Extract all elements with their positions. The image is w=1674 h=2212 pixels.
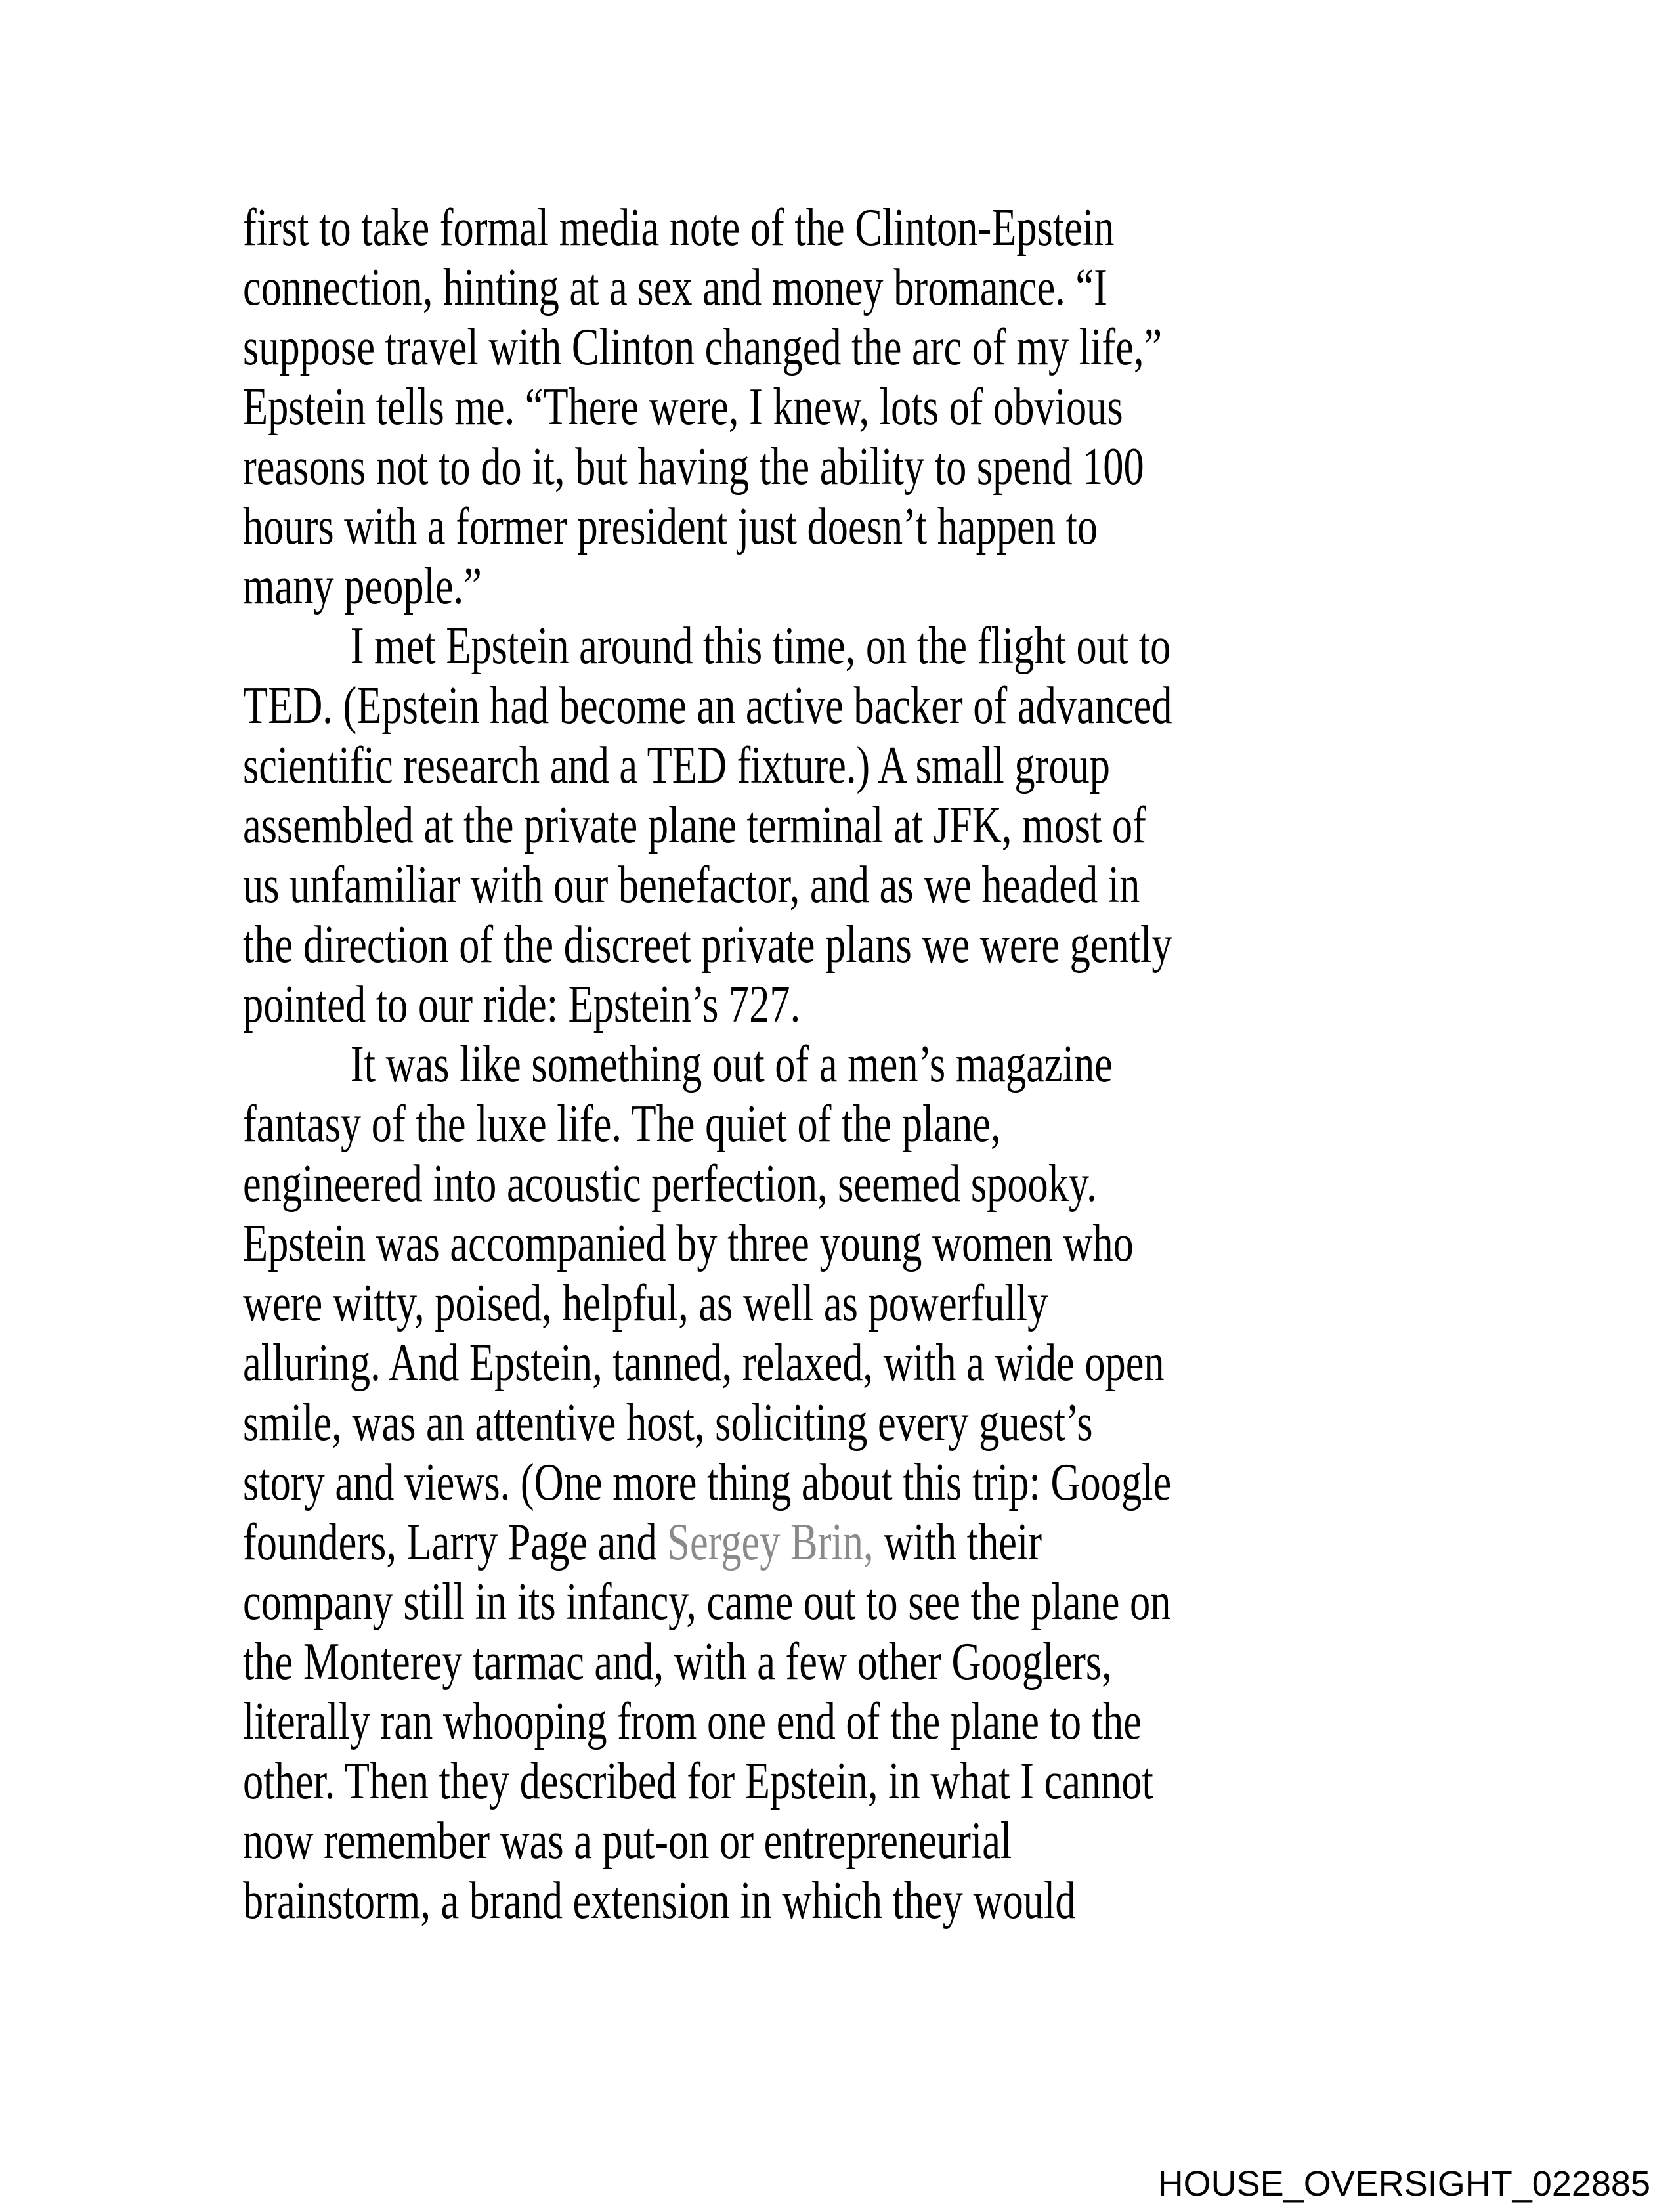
text-segment: connection, hinting at a sex and money bromance. “I: [243, 259, 1107, 316]
text-segment: Epstein was accompanied by three young women who: [243, 1215, 1134, 1272]
text-line: [243, 557, 1472, 617]
text-segment: I met Epstein around this time, on the flight out to: [350, 617, 1171, 675]
text-line: [243, 1274, 1472, 1334]
body-text: [243, 198, 1472, 1931]
text-line: [243, 1334, 1472, 1393]
text-line: [243, 736, 1472, 796]
text-line: [243, 1632, 1472, 1692]
text-line: [243, 1752, 1472, 1811]
text-line: [243, 1393, 1472, 1453]
text-segment: Epstein tells me. “There were, I knew, lots of obvious: [243, 378, 1123, 436]
muted-hyperlink-text: Sergey Brin,: [667, 1513, 874, 1571]
text-line: [243, 1811, 1472, 1871]
text-segment: first to take formal media note of the Clinton-Epstein: [243, 199, 1115, 257]
text-segment: the direction of the discreet private plans we were gently: [243, 916, 1172, 974]
text-line: [243, 437, 1472, 497]
text-line: [243, 915, 1472, 975]
text-line: [243, 1095, 1472, 1154]
text-segment: reasons not to do it, but having the ability to spend 100: [243, 438, 1144, 496]
text-segment: now remember was a put-on or entrepreneurial: [243, 1812, 1012, 1870]
text-segment: with their: [873, 1513, 1042, 1571]
text-segment: founders, Larry Page and: [243, 1513, 668, 1571]
text-segment: were witty, poised, helpful, as well as powerfully: [243, 1274, 1048, 1332]
text-line: [243, 1214, 1472, 1274]
text-line: [243, 1871, 1472, 1931]
text-segment: fantasy of the luxe life. The quiet of the plane,: [243, 1095, 1001, 1153]
text-line: [243, 796, 1472, 856]
text-segment: company still in its infancy, came out to see the plane on: [243, 1573, 1171, 1631]
text-segment: alluring. And Epstein, tanned, relaxed, with a wide open: [243, 1334, 1165, 1392]
text-segment: the Monterey tarmac and, with a few other Googlers,: [243, 1633, 1112, 1691]
text-line: [243, 1035, 1472, 1095]
text-line: [243, 258, 1472, 318]
text-line: [243, 617, 1472, 676]
text-segment: scientific research and a TED fixture.) A small group: [243, 737, 1110, 794]
text-segment: TED. (Epstein had become an active backer of advanced: [243, 677, 1172, 735]
text-line: [243, 378, 1472, 437]
text-segment: assembled at the private plane terminal at JFK, most of: [243, 796, 1146, 854]
text-segment: many people.”: [243, 557, 482, 615]
text-line: [243, 1572, 1472, 1632]
text-segment: hours with a former president just doesn’t happen to: [243, 498, 1098, 555]
text-line: [243, 497, 1472, 557]
text-line: [243, 318, 1472, 378]
text-line: [243, 856, 1472, 915]
text-segment: literally ran whooping from one end of the plane to the: [243, 1693, 1142, 1750]
text-segment: other. Then they described for Epstein, in what I cannot: [243, 1752, 1153, 1810]
text-line: [243, 1692, 1472, 1752]
text-segment: engineered into acoustic perfection, seemed spooky.: [243, 1155, 1097, 1213]
text-segment: smile, was an attentive host, soliciting every guest’s: [243, 1394, 1093, 1452]
bates-number: HOUSE_OVERSIGHT_022885: [1157, 2164, 1650, 2203]
text-line: [243, 1154, 1472, 1214]
text-line: [243, 1453, 1472, 1513]
text-segment: suppose travel with Clinton changed the arc of my life,”: [243, 318, 1163, 376]
text-line: [243, 1513, 1472, 1572]
text-segment: It was like something out of a men’s magazine: [350, 1035, 1113, 1093]
text-segment: us unfamiliar with our benefactor, and as we headed in: [243, 856, 1140, 914]
text-line: [243, 676, 1472, 736]
text-segment: brainstorm, a brand extension in which they would: [243, 1872, 1076, 1930]
text-line: [243, 975, 1472, 1035]
text-segment: story and views. (One more thing about this trip: Google: [243, 1454, 1172, 1511]
text-line: [243, 198, 1472, 258]
text-segment: pointed to our ride: Epstein’s 727.: [243, 976, 801, 1033]
